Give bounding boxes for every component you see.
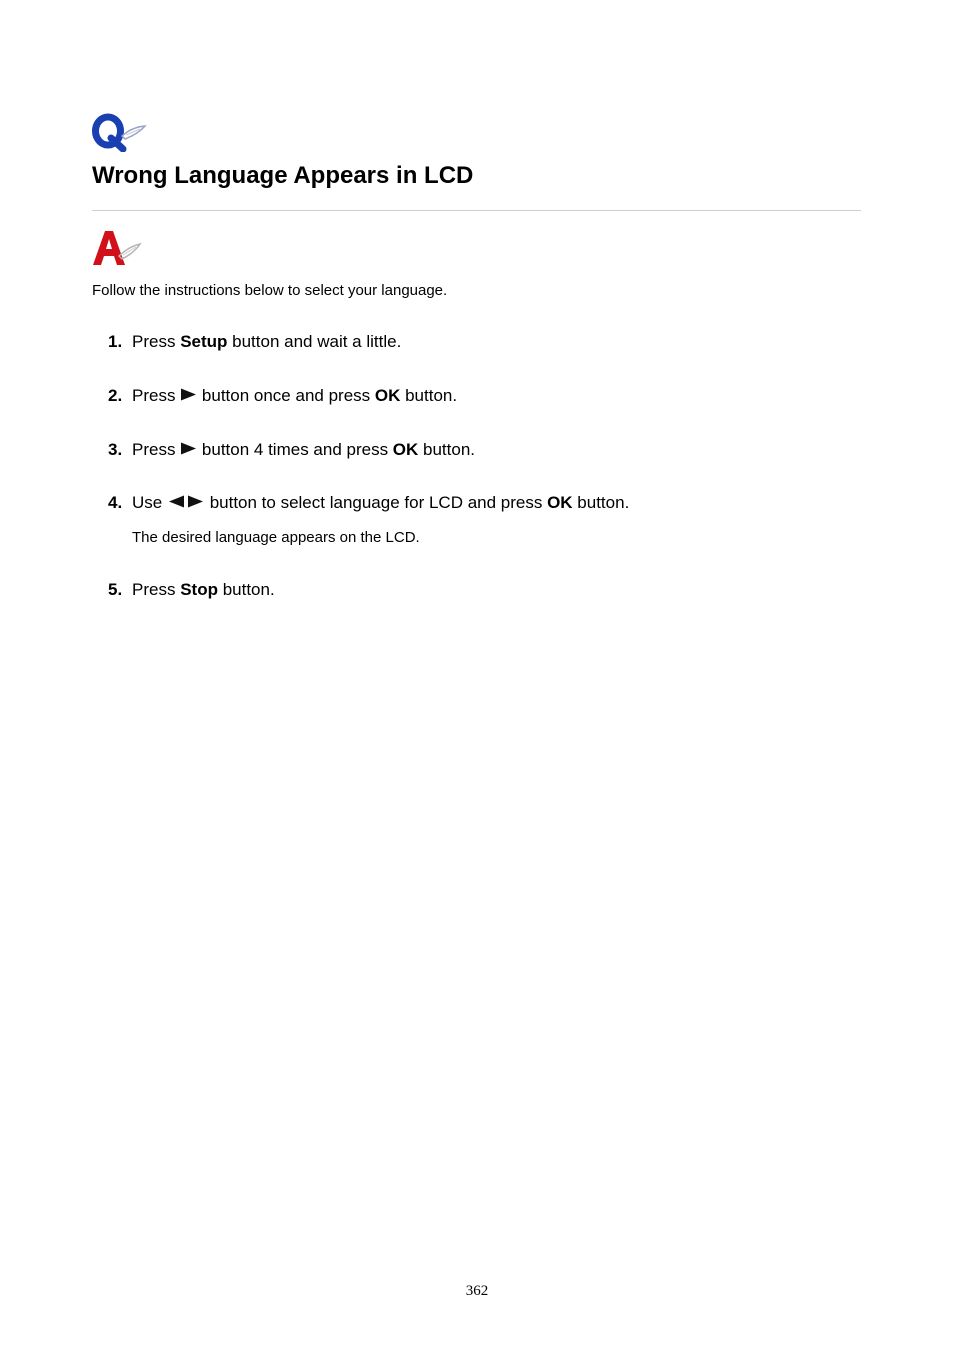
step-number: 1.	[108, 332, 123, 351]
page-number: 362	[465, 1283, 489, 1299]
right-arrow-button-icon	[180, 442, 197, 455]
button-name: Stop	[180, 580, 218, 599]
step-number: 3.	[108, 440, 123, 459]
step-1	[108, 331, 401, 353]
step-3	[108, 439, 475, 461]
step-text: button.	[400, 386, 458, 405]
step-text: Press	[132, 332, 181, 351]
step-number: 2.	[108, 386, 123, 405]
step-text: button.	[572, 493, 630, 512]
answer-a-icon	[92, 228, 142, 268]
button-name: OK	[547, 493, 573, 512]
step-4-note: The desired language appears on the LCD.	[132, 529, 420, 546]
step-4	[108, 492, 629, 514]
page-title: Wrong Language Appears in LCD	[92, 162, 474, 189]
button-name: Setup	[180, 332, 228, 351]
step-number: 4.	[108, 493, 123, 512]
step-text: button and wait a little.	[227, 332, 402, 351]
step-text: Use	[132, 493, 167, 512]
step-text: button 4 times and press	[197, 440, 393, 459]
step-2	[108, 385, 457, 407]
right-arrow-button-icon	[180, 388, 197, 401]
button-name: OK	[392, 440, 419, 459]
title-divider	[92, 210, 861, 211]
step-text: Press	[132, 386, 181, 405]
step-text: button once and press	[197, 386, 375, 405]
step-text: Press	[132, 440, 181, 459]
step-text: button to select language for LCD and press	[204, 493, 548, 512]
left-right-arrow-buttons-icon	[167, 495, 205, 508]
question-q-icon	[92, 112, 148, 152]
step-text: button.	[217, 580, 275, 599]
step-text: button.	[418, 440, 476, 459]
step-number: 5.	[108, 580, 123, 599]
step-5	[108, 579, 275, 601]
intro-text: Follow the instructions below to select your language.	[92, 282, 448, 299]
step-text: Press	[132, 580, 181, 599]
button-name: OK	[374, 386, 401, 405]
